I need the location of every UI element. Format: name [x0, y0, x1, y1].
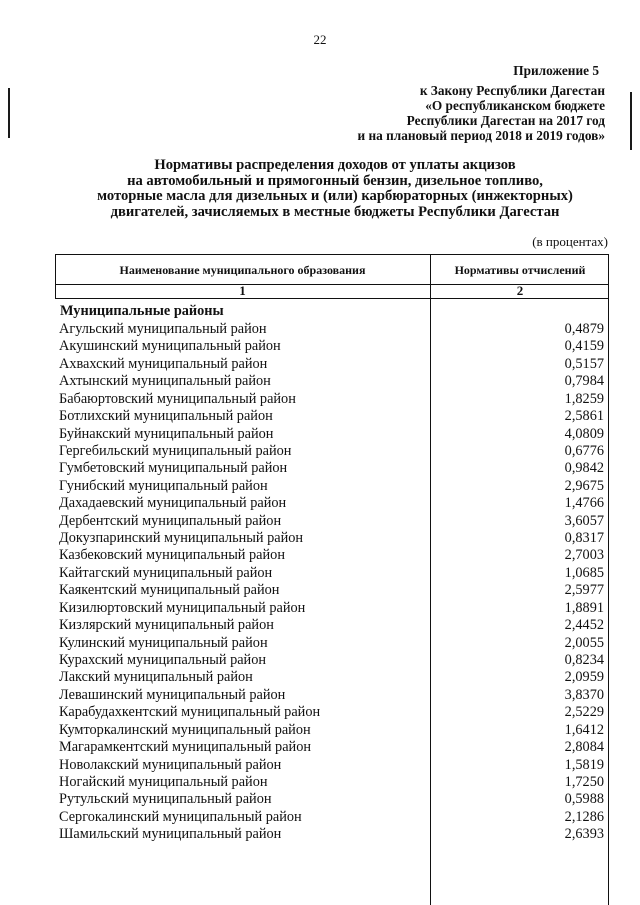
header-value-column: Нормативы отчислений	[454, 263, 586, 277]
table-row	[55, 669, 609, 686]
norm-value: 0,5988	[564, 791, 604, 808]
municipality-name: Кулинский муниципальный район	[59, 634, 268, 651]
table-row	[55, 443, 609, 460]
title-line: моторные масла для дизельных и (или) карбюраторных (инжекторных)	[97, 188, 573, 204]
municipality-name: Дахадаевский муниципальный район	[59, 495, 287, 512]
table-row	[55, 338, 609, 355]
municipality-name: Карабудахкентский муниципальный район	[59, 704, 321, 721]
norm-value: 0,7984	[564, 373, 604, 390]
table-row	[55, 513, 609, 530]
municipality-name: Новолакский муниципальный район	[59, 756, 282, 773]
norm-value: 1,4766	[564, 495, 604, 512]
municipality-name: Лакский муниципальный район	[59, 669, 253, 686]
municipality-name: Дербентский муниципальный район	[59, 512, 282, 529]
municipality-name: Докузпаринский муниципальный район	[59, 530, 304, 547]
municipality-name: Казбековский муниципальный район	[59, 547, 285, 564]
norm-value: 0,8317	[564, 530, 604, 547]
municipality-name: Ногайский муниципальный район	[59, 773, 268, 790]
municipality-name: Гергебильский муниципальный район	[59, 442, 292, 459]
table-rows	[55, 321, 609, 844]
column-number-2: 2	[516, 283, 524, 298]
municipality-name: Кизилюртовский муниципальный район	[59, 599, 306, 616]
norm-value: 2,7003	[564, 547, 604, 564]
municipality-name: Ахвахский муниципальный район	[59, 355, 268, 372]
norm-value: 1,7250	[564, 773, 604, 790]
table-row	[55, 739, 609, 756]
norm-value: 2,5861	[564, 408, 604, 425]
norm-value: 0,4879	[564, 321, 604, 337]
norm-value: 4,0809	[564, 425, 604, 442]
column-number-1: 1	[239, 283, 246, 298]
table-top-border	[55, 254, 609, 255]
document-title	[30, 158, 640, 220]
title-line: Нормативы распределения доходов от уплаты акцизов	[154, 157, 516, 173]
municipality-name: Ботлихский муниципальный район	[59, 408, 273, 425]
appendix-header	[305, 63, 605, 143]
municipality-name: Гунибский муниципальный район	[59, 477, 268, 494]
table-row	[55, 704, 609, 721]
norm-value: 3,8370	[564, 686, 604, 703]
norm-value: 2,4452	[564, 617, 604, 634]
norm-value: 2,6393	[564, 826, 604, 843]
norm-value: 2,0055	[564, 634, 604, 651]
appendix-line: к Закону Республики Дагестан	[419, 83, 605, 98]
appendix-line: Республики Дагестан на 2017 год	[406, 113, 605, 128]
municipality-name: Акушинский муниципальный район	[59, 338, 281, 355]
norm-value: 0,6776	[564, 442, 604, 459]
norm-value: 2,8084	[564, 739, 604, 756]
table-row	[55, 757, 609, 774]
table-row	[55, 426, 609, 443]
units-note: (в процентах)	[532, 234, 608, 249]
header-name-column: Наименование муниципального образования	[119, 263, 366, 277]
municipality-name: Агульский муниципальный район	[59, 321, 267, 337]
norm-value: 0,5157	[564, 355, 604, 372]
norm-value: 3,6057	[564, 512, 604, 529]
municipality-name: Гумбетовский муниципальный район	[59, 460, 288, 477]
scan-edge-left	[8, 88, 10, 138]
norm-value: 1,6412	[564, 721, 604, 738]
table-row	[55, 774, 609, 791]
table-row	[55, 826, 609, 843]
table-row	[55, 600, 609, 617]
appendix-line: «О республиканском бюджете	[425, 98, 605, 113]
table-row	[55, 652, 609, 669]
municipality-name: Левашинский муниципальный район	[59, 686, 286, 703]
table-row	[55, 565, 609, 582]
municipality-name: Шамильский муниципальный район	[59, 826, 282, 843]
title-line: двигателей, зачисляемых в местные бюджеты Республики Дагестан	[110, 203, 560, 220]
appendix-title: Приложение 5	[513, 63, 599, 78]
municipality-name: Кайтагский муниципальный район	[59, 564, 273, 581]
norms-table	[55, 254, 609, 905]
table-row	[55, 809, 609, 826]
norm-value: 2,9675	[564, 477, 604, 494]
table-row	[55, 791, 609, 808]
norm-value: 2,0959	[564, 669, 604, 686]
table-row	[55, 408, 609, 425]
table-row	[55, 391, 609, 408]
municipality-name: Буйнакский муниципальный район	[59, 425, 274, 442]
title-line: на автомобильный и прямогонный бензин, дизельное топливо,	[127, 172, 543, 189]
norm-value: 1,8891	[564, 599, 604, 616]
table-row	[55, 373, 609, 390]
table-row	[55, 547, 609, 564]
appendix-line: и на плановый период 2018 и 2019 годов»	[357, 128, 605, 143]
table-row	[55, 478, 609, 495]
table-row	[55, 722, 609, 739]
table-row	[55, 460, 609, 477]
table-row	[55, 321, 609, 338]
municipality-name: Ахтынский муниципальный район	[59, 373, 271, 390]
table-row	[55, 582, 609, 599]
municipality-name: Сергокалинский муниципальный район	[59, 808, 302, 825]
norm-value: 0,8234	[564, 652, 604, 669]
norm-value: 2,1286	[564, 808, 604, 825]
municipality-name: Кумторкалинский муниципальный район	[59, 721, 311, 738]
table-row	[55, 687, 609, 704]
norm-value: 1,0685	[564, 564, 604, 581]
table-row	[55, 530, 609, 547]
section-title: Муниципальные районы	[60, 303, 224, 319]
norm-value: 0,9842	[564, 460, 604, 477]
municipality-name: Бабаюртовский муниципальный район	[59, 390, 296, 407]
norm-value: 1,5819	[564, 756, 604, 773]
norm-value: 2,5977	[564, 582, 604, 599]
table-row	[55, 356, 609, 373]
scan-edge-right	[630, 92, 632, 150]
norm-value: 1,8259	[564, 390, 604, 407]
municipality-name: Каякентский муниципальный район	[59, 582, 280, 599]
table-row	[55, 617, 609, 634]
norm-value: 0,4159	[564, 338, 604, 355]
municipality-name: Кизлярский муниципальный район	[59, 617, 274, 634]
municipality-name: Курахский муниципальный район	[59, 652, 267, 669]
norm-value: 2,5229	[564, 704, 604, 721]
municipality-name: Магарамкентский муниципальный район	[59, 739, 311, 756]
municipality-name: Рутульский муниципальный район	[59, 791, 272, 808]
table-row	[55, 495, 609, 512]
table-row	[55, 635, 609, 652]
page-number: 22	[313, 32, 327, 47]
